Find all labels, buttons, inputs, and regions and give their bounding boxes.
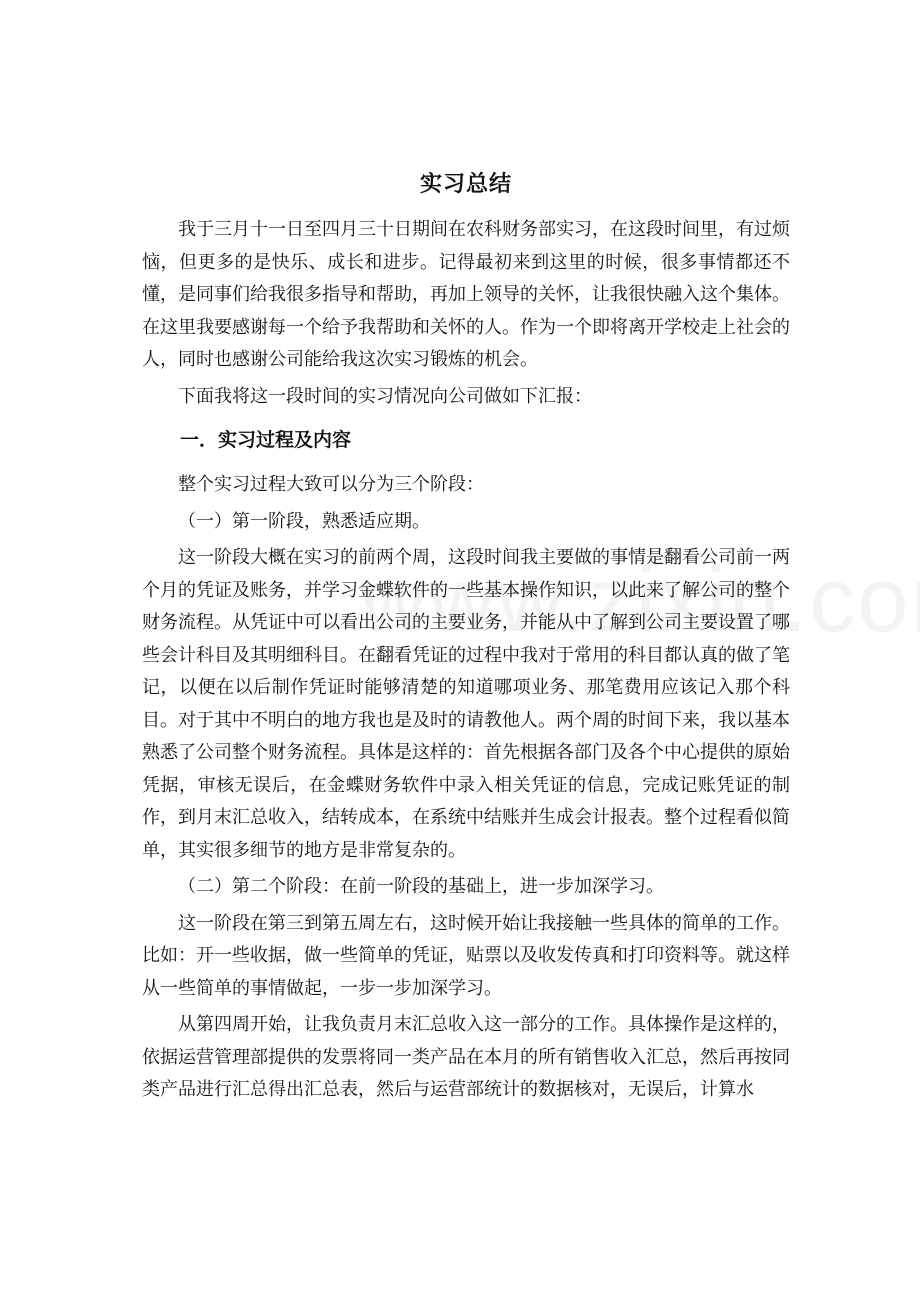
document-title: 实习总结 — [419, 172, 512, 197]
stage1-body-paragraph: 这一阶段大概在实习的前两个周，这段时间我主要做的事情是翻看公司前一两个月的凭证及账务，并学习金蝶软件的一些基本操作知识，以此来了解公司的整个财务流程。从凭证中可以看出公司的主要业务，并能从中了解到公司主要设置了哪些会计科目及其明细科目。在翻看凭证的过程中我对于常用的科目都认真的做了笔记，以便在以后制作凭证时能够清楚的知道哪项业务、那笔费用应该记入那个科目。对于其中不明白的地方我也是及时的请教他人。两个周的时间下来，我以基本熟悉了公司整个财务流程。具体是这样的：首先根据各部门及各个中心提供的原始凭据，审核无误后，在金蝶财务软件中录入相关凭证的信息，完成记账凭证的制作，到月末汇总收入，结转成本，在系统中结账并生成会计报表。整个过程看似简单，其实很多细节的地方是非常复杂的。 — [142, 547, 790, 861]
stage2-body-paragraph: 这一阶段在第三到第五周左右，这时候开始让我接触一些具体的简单的工作。比如：开一些收据，做一些简单的凭证，贴票以及收发传真和打印资料等。就这样从一些简单的事情做起，一步一步加深学习。 — [142, 912, 790, 999]
stage2-heading: （二）第二个阶段：在前一阶段的基础上，进一步加深学习。 — [178, 876, 664, 897]
section-heading: 一．实习过程及内容 — [180, 429, 352, 451]
document-body — [142, 166, 790, 1107]
report-intro-paragraph: 下面我将这一段时间的实习情况向公司做如下汇报： — [178, 385, 592, 407]
stages-intro-paragraph: 整个实习过程大致可以分为三个阶段： — [178, 474, 484, 495]
stage2-body-paragraph-2: 从第四周开始，让我负责月末汇总收入这一部分的工作。具体操作是这样的，依据运营管理部提供的发票将同一类产品在本月的所有销售收入汇总，然后再按同类产品进行汇总得出汇总表，然后与运营部统计的数据核对，无误后，计算水 — [142, 1014, 790, 1100]
stage1-heading: （一）第一阶段，熟悉适应期。 — [178, 510, 430, 532]
intro-paragraph: 我于三月十一日至四月三十日期间在农科财务部实习，在这段时间里，有过烦恼，但更多的是快乐、成长和进步。记得最初来到这里的时候，很多事情都还不懂，是同事们给我很多指导和帮助，再加上领导的关怀，让我很快融入这个集体。在这里我要感谢每一个给予我帮助和关怀的人。作为一个即将离开学校走上社会的人，同时也感谢公司能给我这次实习锻炼的机会。 — [142, 219, 790, 370]
